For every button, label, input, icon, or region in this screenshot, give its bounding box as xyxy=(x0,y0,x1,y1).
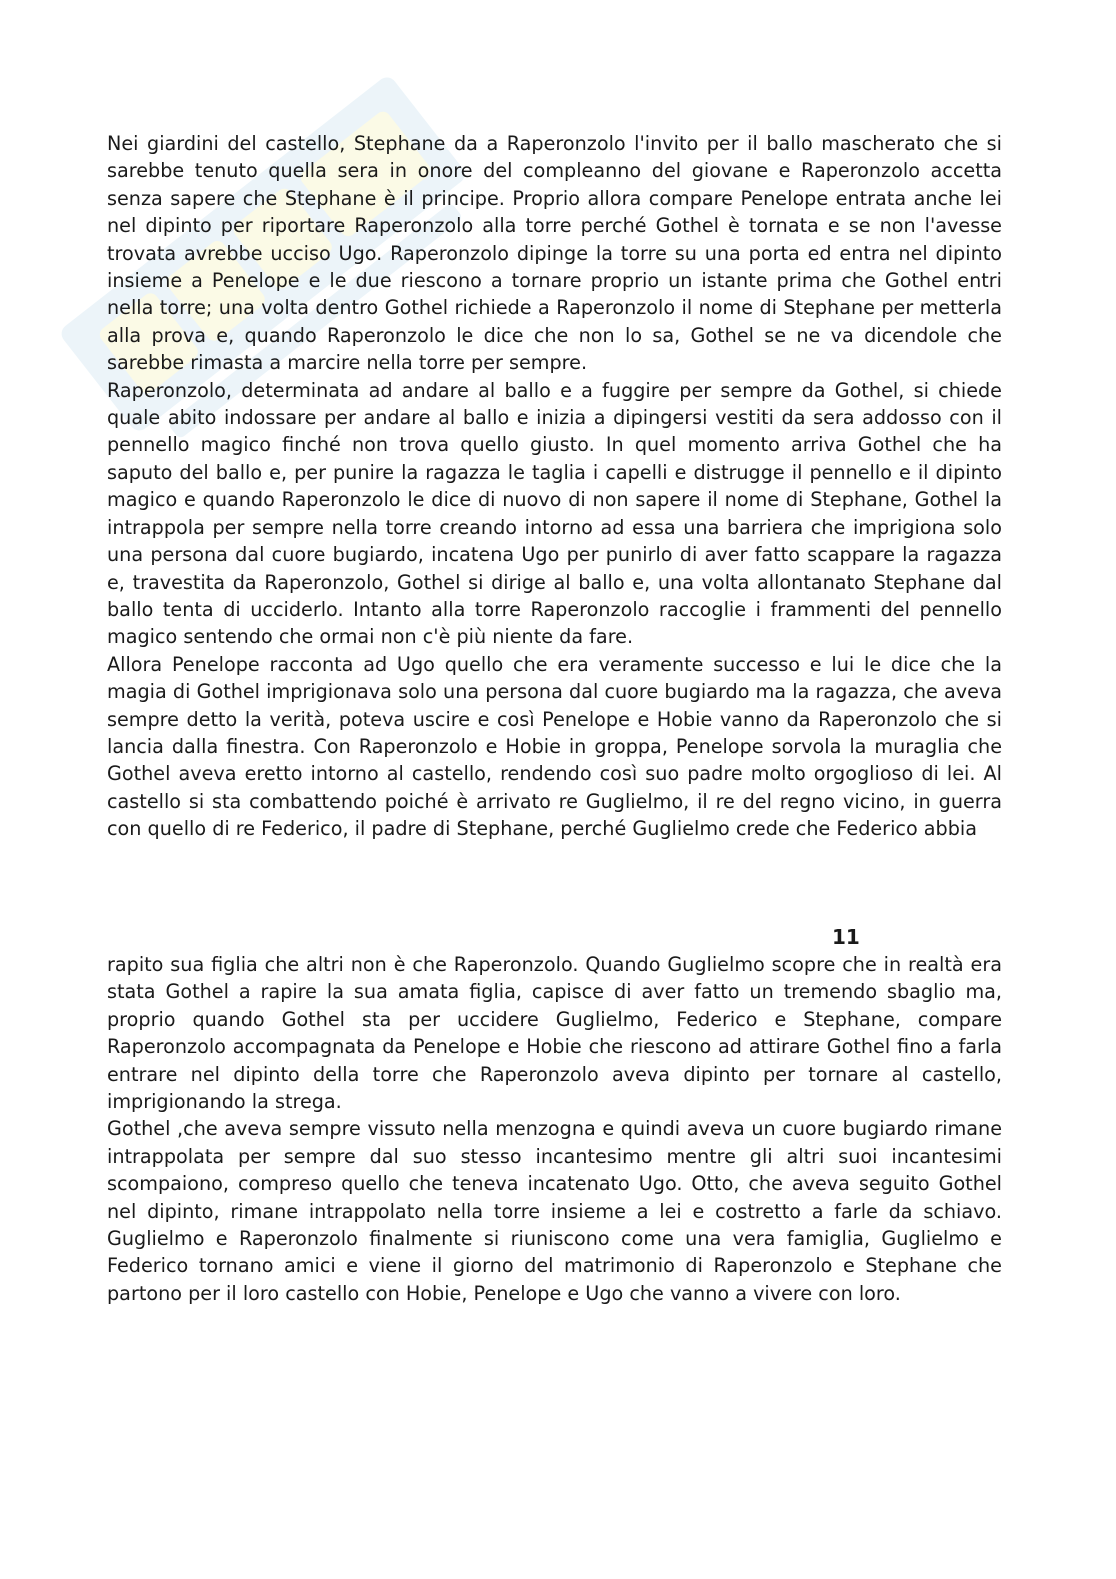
page-number: 11 xyxy=(832,925,860,949)
paragraph: Gothel ,che aveva sempre vissuto nella menzogna e quindi aveva un cuore bugiardo rimane intrappolata per sempre dal suo stesso incantesimo mentre gli altri suoi incantesimi scompaiono, compreso quello che teneva incatenato Ugo. Otto, che aveva seguito Gothel nel dipinto, rimane intrappolato nella torre insieme a lei e costretto a farle da schiavo. Guglielmo e Raperonzolo finalmente si riuniscono come una vera famiglia, Guglielmo e Federico tornano amici e viene il giorno del matrimonio di Raperonzolo e Stephane che partono per il loro castello con Hobie, Penelope e Ugo che vanno a vivere con loro. xyxy=(107,1117,1002,1305)
paragraph: Nei giardini del castello, Stephane da a Raperonzolo l'invito per il ballo mascherato che si sarebbe tenuto quella sera in onore del compleanno del giovane e Raperonzolo accetta senza sapere che Stephane è il principe. Proprio allora compare Penelope entrata anche lei nel dipinto per riportare Raperonzolo alla torre perché Gothel è tornata e se non l'avesse trovata avrebbe ucciso Ugo. Raperonzolo dipinge la torre su una porta ed entra nel dipinto insieme a Penelope e le due riescono a tornare proprio un istante prima che Gothel entri nella torre; una volta dentro Gothel richiede a Raperonzolo il nome di Stephane per metterla alla prova e, quando Raperonzolo le dice che non lo sa, Gothel se ne va dicendole che sarebbe rimasta a marcire nella torre per sempre. xyxy=(107,132,1002,375)
page-body-top xyxy=(107,130,1002,843)
paragraph: Allora Penelope racconta ad Ugo quello che era veramente successo e lui le dice che la magia di Gothel imprigionava solo una persona dal cuore bugiardo ma la ragazza, che aveva sempre detto la verità, poteva uscire e così Penelope e Hobie vanno da Raperonzolo che si lancia dalla finestra. Con Raperonzolo e Hobie in groppa, Penelope sorvola la muraglia che Gothel aveva eretto intorno al castello, rendendo così suo padre molto orgoglioso di lei. Al castello si sta combattendo poiché è arrivato re Guglielmo, il re del regno vicino, in guerra con quello di re Federico, il padre di Stephane, perché Guglielmo crede che Federico abbia xyxy=(107,652,1002,841)
paragraph: rapito sua figlia che altri non è che Raperonzolo. Quando Guglielmo scopre che in realtà era stata Gothel a rapire la sua amata figlia, capisce di aver fatto un tremendo sbaglio ma, proprio quando Gothel sta per uccidere Guglielmo, Federico e Stephane, compare Raperonzolo accompagnata da Penelope e Hobie che riescono ad attirare Gothel fino a farla entrare nel dipinto della torre che Raperonzolo aveva dipinto per tornare al castello, imprigionando la strega. xyxy=(107,953,1002,1114)
paragraph: Raperonzolo, determinata ad andare al ballo e a fuggire per sempre da Gothel, si chiede quale abito indossare per andare al ballo e inizia a dipingersi vestiti da sera addosso con il pennello magico finché non trova quello giusto. In quel momento arriva Gothel che ha saputo del ballo e, per punire la ragazza le taglia i capelli e distrugge il pennello e il dipinto magico e quando Raperonzolo le dice di nuovo di non sapere il nome di Stephane, Gothel la intrappola per sempre nella torre creando intorno ad essa una barriera che imprigiona solo una persona dal cuore bugiardo, incatena Ugo per punirlo di aver fatto scappare la ragazza e, travestita da Raperonzolo, Gothel si dirige al ballo e, una volta allontanato Stephane dal ballo tenta di ucciderlo. Intanto alla torre Raperonzolo raccoglie i frammenti del pennello magico sentendo che ormai non c'è più niente da fare. xyxy=(107,378,1002,649)
page-body-bottom xyxy=(107,951,1002,1307)
